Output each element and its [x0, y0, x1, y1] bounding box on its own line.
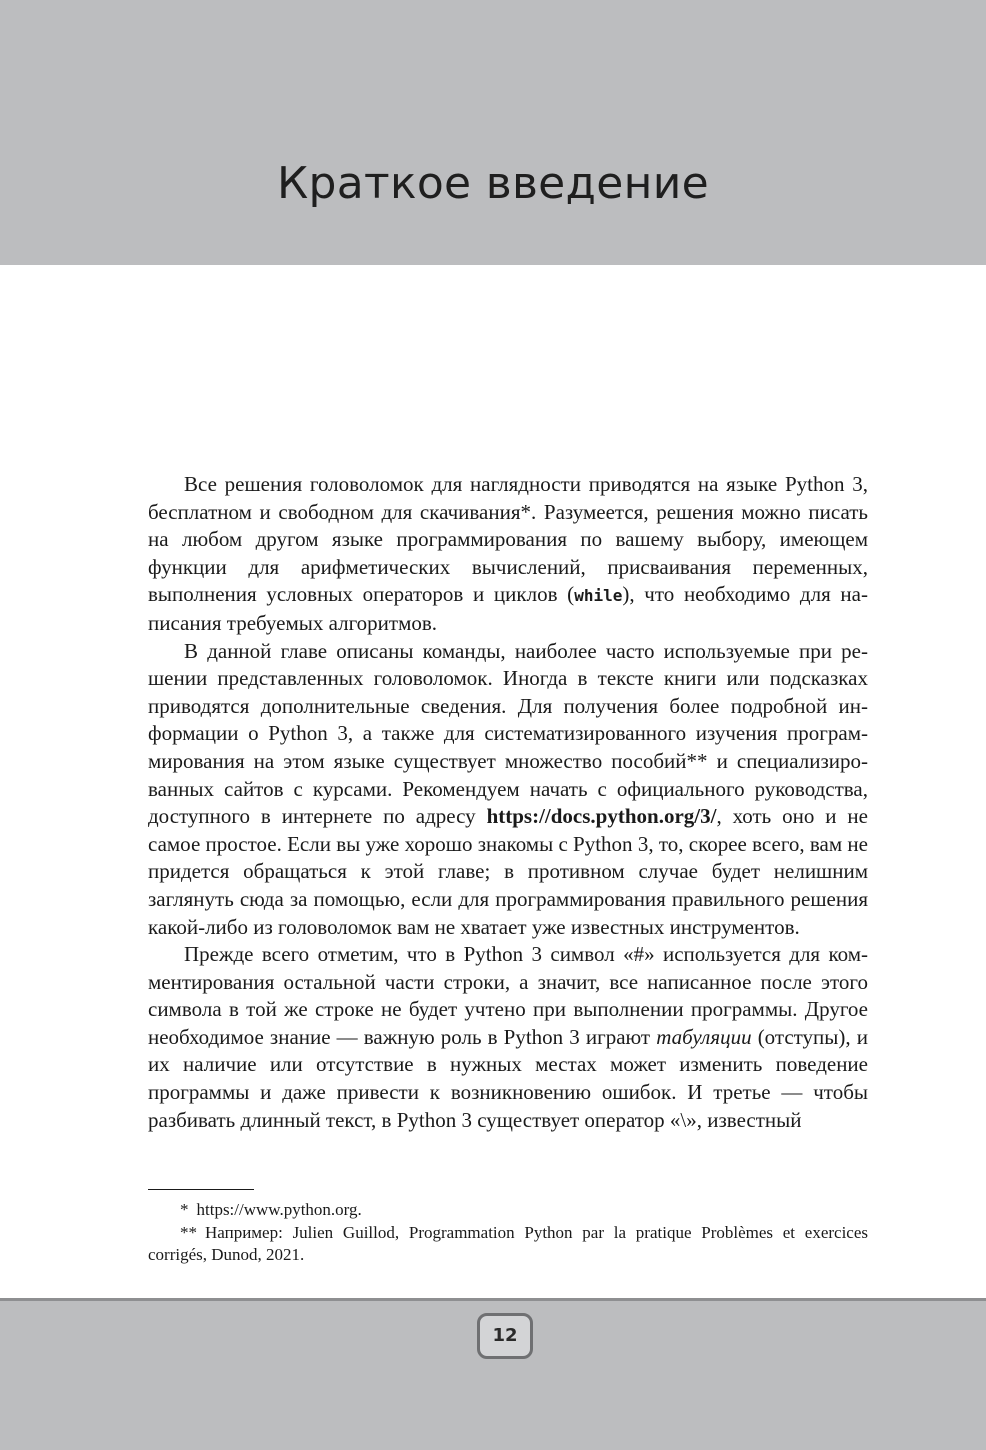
paragraph-2: [148, 638, 868, 942]
footnote-2: [148, 1222, 868, 1267]
paragraph-1: [148, 471, 868, 638]
footnote-2-mark: **: [180, 1222, 197, 1242]
footnote-1: [148, 1199, 868, 1222]
footnote-1-text[interactable]: https://www.python.org.: [196, 1200, 362, 1219]
italic-term: табуляции: [656, 1024, 752, 1049]
paragraph-3-text-end: (отступы), и их наличие или отсутствие в нужных местах может изменить поведение программы и даже привести к возникновению ошибок. И третье — чтобы разбивать длинный текст, в Python 3 существует оператор «\», известный: [148, 1024, 868, 1132]
chapter-header-band: [0, 0, 986, 265]
footnote-1-mark: *: [180, 1200, 189, 1219]
code-while: while: [574, 586, 623, 606]
chapter-title: Краткое введение: [277, 158, 709, 209]
body-text: [148, 471, 868, 1134]
footnote-2-text: Например: Julien Guillod, Programmation Python par la pratique Problèmes et exercices corrigés, Dunod, 2021.: [148, 1222, 868, 1264]
footnotes: [148, 1199, 868, 1267]
paragraph-2-text-start: В данной главе описаны команды, наиболее часто используемые при решении представленных головоломок. Иногда в тексте книги или подсказках приводятся дополнительные сведения. Для получения более подробной информации о Python 3, а также для систематизированного изучения программирования на этом языке существует множество пособий** и специализированных сайтов с курсами. Рекомендуем начать с официального руководства, доступного в интернете по адресу: [148, 638, 868, 829]
paragraph-3: [148, 941, 868, 1134]
paragraph-2-text-end: , хоть оно и не самое простое. Если вы уже хорошо знакомы с Python 3, то, скорее всего, вам не придется обращаться к этой главе; в противном случае будет нелишним заглянуть сюда за помощью, если для программирования правильного решения какой-либо из головоломок вам не хватает уже известных инструментов.: [148, 804, 868, 939]
footnote-divider: [148, 1189, 254, 1190]
paragraph-1-text-end: ), что необходимо для написания требуемых алгоритмов.: [148, 582, 868, 635]
paragraph-3-text-start: Прежде всего отметим, что в Python 3 символ «#» используется для комментирования остальной части строки, а значит, все написанное после этого символа в той же строке не будет учтено при выполнении программы. Другое необходимое знание — важную роль в Python 3 играют: [148, 942, 868, 1049]
docs-url-link[interactable]: https://docs.python.org/3/: [486, 804, 717, 829]
paragraph-1-text-start: Все решения головоломок для наглядности приводятся на языке Python 3, бесплатном и свободном для скачивания*. Разумеется, решения можно писать на любом другом языке программирования по вашему выбору, имеющем функции для арифметических вычислений, присваивания переменных, выполнения условных операторов и циклов (: [148, 472, 868, 607]
page-number-badge: 12: [477, 1313, 533, 1359]
